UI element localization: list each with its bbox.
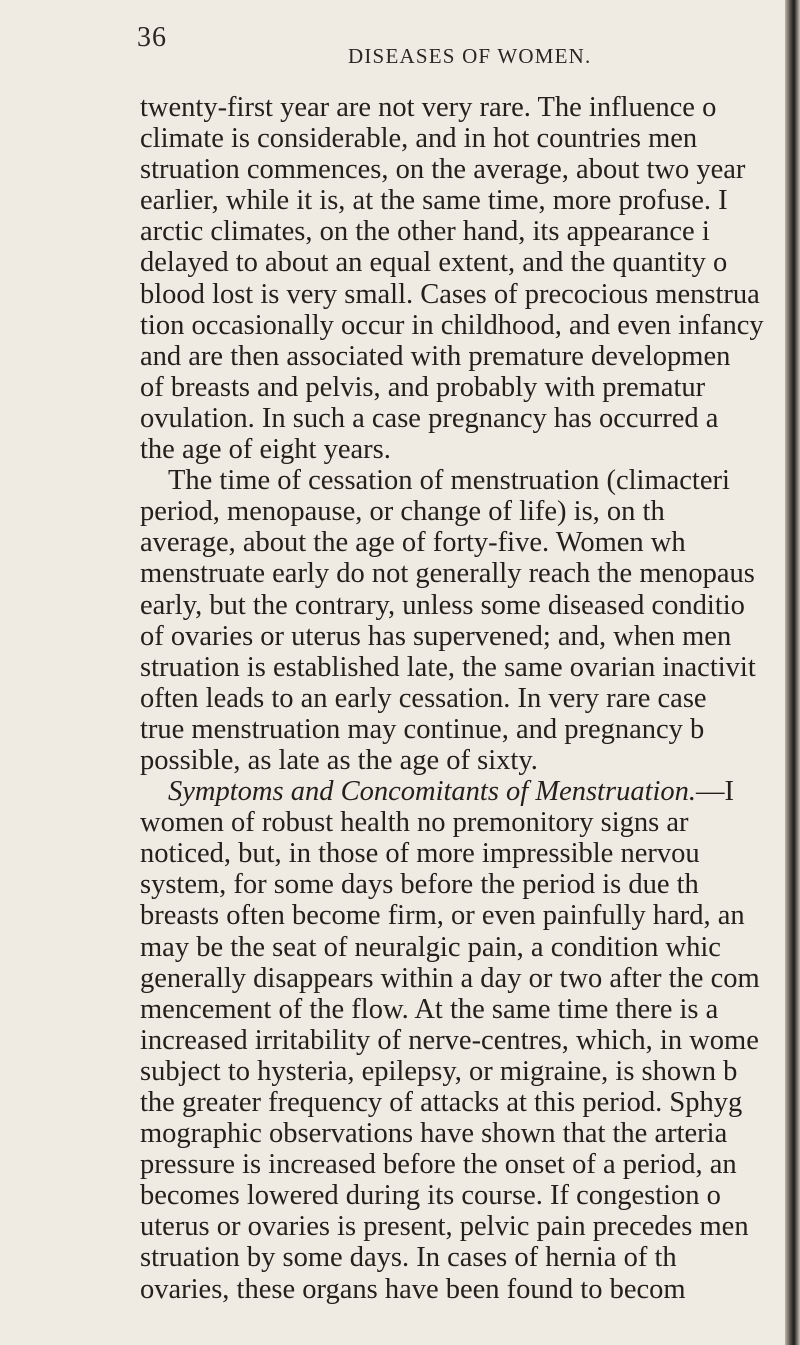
text-fragment: —I (696, 776, 735, 808)
text-line: period, menopause, or change of life) is, on th (140, 496, 665, 528)
text-line: pressure is increased before the onset of a period, an (140, 1149, 737, 1181)
text-line: delayed to about an equal extent, and the quantity o (140, 247, 728, 279)
text-line: uterus or ovaries is present, pelvic pain precedes men (140, 1211, 749, 1243)
body-text (140, 92, 790, 1305)
text-line: often leads to an early cessation. In very rare case (140, 682, 707, 714)
text-line: noticed, but, in those of more impressible nervou (140, 838, 700, 870)
text-line: the greater frequency of attacks at this period. Sphyg (140, 1087, 743, 1118)
text-line: system, for some days before the period is due th (140, 869, 699, 901)
text-line: mographic observations have shown that the arteria (140, 1118, 728, 1150)
text-line: subject to hysteria, epilepsy, or migraine, is shown b (140, 1055, 738, 1087)
text-line: possible, as late as the age of sixty. (140, 744, 538, 776)
running-head: DISEASES OF WOMEN. (348, 44, 592, 68)
text-line: ovulation. In such a case pregnancy has occurred a (140, 402, 719, 434)
text-line: ovaries, these organs have been found to becom (140, 1273, 686, 1305)
text-line: arctic climates, on the other hand, its appearance i (140, 216, 710, 248)
text-line: climate is considerable, and in hot countries men (140, 123, 698, 155)
text-line: breasts often become firm, or even painfully hard, an (140, 900, 745, 932)
page-gutter-shadow (785, 0, 800, 1345)
text-line: struation is established late, the same ovarian inactivit (140, 651, 756, 683)
text-line: generally disappears within a day or two after the com (140, 962, 760, 994)
text-line: increased irritability of nerve-centres, which, in wome (140, 1024, 759, 1056)
text-line: early, but the contrary, unless some diseased conditio (140, 589, 745, 621)
text-line: struation by some days. In cases of hernia of th (140, 1242, 677, 1274)
text-line: becomes lowered during its course. If congestion o (140, 1180, 721, 1212)
text-line: mencement of the flow. At the same time there is a (140, 993, 719, 1025)
text-line: earlier, while it is, at the same time, more profuse. I (140, 185, 728, 217)
text-line: blood lost is very small. Cases of precocious menstrua (140, 278, 760, 310)
text-line: and are then associated with premature developmen (140, 340, 731, 372)
text-line: may be the seat of neuralgic pain, a condition whic (140, 931, 721, 963)
text-line: the age of eight years. (140, 434, 391, 466)
text-line: true menstruation may continue, and pregnancy b (140, 713, 705, 745)
section-heading: Symptoms and Concomitants of Menstruation. (168, 776, 697, 808)
text-line: menstruate early do not generally reach the menopaus (140, 558, 755, 590)
text-line: average, about the age of forty-five. Women wh (140, 527, 686, 559)
section-heading-line (140, 776, 790, 807)
text-line: of breasts and pelvis, and probably with prematur (140, 371, 706, 403)
page-number: 36 (137, 22, 167, 53)
text-line: The time of cessation of menstruation (climacteri (168, 465, 730, 497)
text-line: struation commences, on the average, about two year (140, 154, 746, 186)
text-line: twenty-first year are not very rare. The influence o (140, 92, 717, 123)
text-line: tion occasionally occur in childhood, and even infancy (140, 309, 764, 341)
text-line: women of robust health no premonitory signs ar (140, 807, 689, 839)
text-line: of ovaries or uterus has supervened; and, when men (140, 620, 732, 652)
